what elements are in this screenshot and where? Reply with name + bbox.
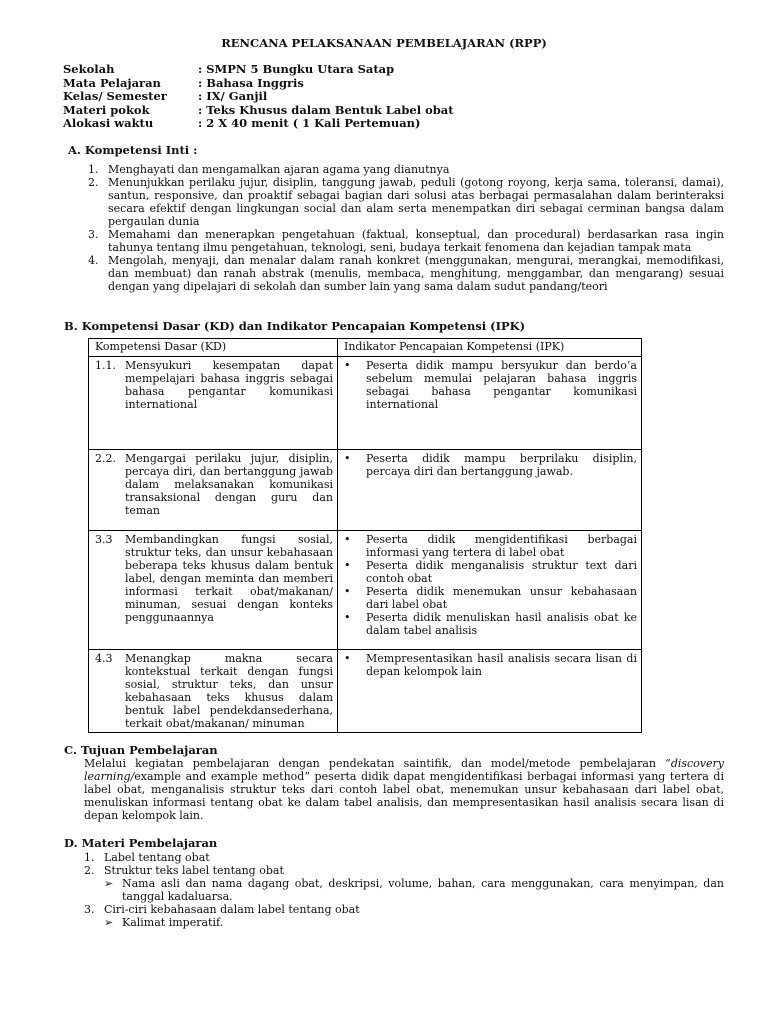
info-row-sekolah <box>63 63 454 77</box>
list-text: Ciri-ciri kebahasaan dalam label tentang obat <box>104 903 360 916</box>
sub-item <box>84 877 724 903</box>
table-header-row <box>89 339 642 357</box>
info-value: : SMPN 5 Bungku Utara Satap <box>198 62 395 76</box>
list-text: Memahami dan menerapkan pengetahuan (faktual, konseptual, dan procedural) berdasarkan rasa ingin tahunya tentang ilmu pengetahuan, teknologi, seni, budaya terkait fenomena dan kejadian tampak mata <box>108 228 724 254</box>
kd-number: 1.1. <box>95 359 116 372</box>
info-label: Sekolah <box>63 62 115 76</box>
info-row-mapel <box>63 77 454 91</box>
ipk-item <box>342 359 637 411</box>
list-item <box>84 903 724 916</box>
ipk-text: Peserta didik menemukan unsur kebahasaan dari label obat <box>366 585 637 611</box>
bullet-icon: • <box>344 359 351 372</box>
ipk-item <box>342 452 637 478</box>
list-item <box>88 163 724 176</box>
list-text: Mengolah, menyaji, dan menalar dalam ranah konkret (menggunakan, mengurai, merangkai, memodifikasi, dan membuat) dan ranah abstrak (menulis, membaca, menghitung, menggambar, dan mengarang) sesuai dengan yang dipelajari di sekolah dan sumber lain yang sama dalam sudut pandang/teori <box>108 254 724 293</box>
ipk-item <box>342 611 637 637</box>
table-row <box>89 450 642 531</box>
tujuan-text-italic: discovery learning/ <box>84 757 724 783</box>
info-value: : Teks Khusus dalam Bentuk Label obat <box>198 102 454 117</box>
list-text: Label tentang obat <box>104 851 210 864</box>
info-value: : 2 X 40 menit ( 1 Kali Pertemuan) <box>198 116 421 130</box>
table-row <box>89 531 642 650</box>
bullet-icon: • <box>344 452 351 465</box>
info-label: Kelas/ Semester <box>63 89 167 103</box>
kd-number: 2.2. <box>95 452 116 465</box>
list-number: 1. <box>88 163 99 176</box>
info-value: : Bahasa Inggris <box>198 75 304 90</box>
list-number: 4. <box>88 254 99 267</box>
list-text: Menghayati dan mengamalkan ajaran agama yang dianutnya <box>108 163 450 176</box>
table-row <box>89 650 642 733</box>
header-kd: Kompetensi Dasar (KD) <box>89 339 338 357</box>
bullet-icon: • <box>344 585 351 598</box>
list-number: 3. <box>84 903 95 916</box>
ipk-text: Peserta didik menganalisis struktur text dari contoh obat <box>366 559 637 585</box>
info-value: : IX/ Ganjil <box>198 89 268 103</box>
info-row-alokasi <box>63 117 454 131</box>
sub-item-text: Nama asli dan nama dagang obat, deskripsi, volume, bahan, cara menggunakan, cara menyimpan, dan tanggal kadaluarsa. <box>122 877 724 903</box>
section-b-heading: B. Kompetensi Dasar (KD) dan Indikator Pencapaian Kompetensi (IPK) <box>64 319 526 333</box>
section-c-heading: C. Tujuan Pembelajaran <box>64 743 218 757</box>
list-item <box>88 176 724 228</box>
kd-ipk-table <box>88 338 642 733</box>
info-row-materi <box>63 104 454 118</box>
kd-number: 4.3 <box>95 652 113 665</box>
info-row-kelas <box>63 90 454 104</box>
arrow-bullet-icon: ➢ <box>104 877 114 890</box>
section-a-heading: A. Kompetensi Inti : <box>68 143 198 157</box>
info-block <box>63 63 454 131</box>
tujuan-text-end: example and example method” peserta didik dapat mengidentifikasi berbagai informasi yang tertera di label obat, menganalisis struktur teks dari contoh label obat, menemukan unsur kebahasaan dari label obat, menuliskan informasi tentang obat ke dalam tabel analisis, dan mempresentasikan hasil analisis secara lisan di depan kelompok lain. <box>84 770 724 822</box>
kd-text: Mensyukuri kesempatan dapat mempelajari bahasa inggris sebagai bahasa pengantar komunikasi international <box>125 359 333 411</box>
ipk-item <box>342 652 637 678</box>
arrow-bullet-icon: ➢ <box>104 916 114 929</box>
list-item <box>88 254 724 293</box>
table-row <box>89 357 642 450</box>
section-d-heading: D. Materi Pembelajaran <box>64 836 218 850</box>
tujuan-paragraph <box>84 757 724 822</box>
ipk-text: Peserta didik menuliskan hasil analisis obat ke dalam tabel analisis <box>366 611 637 637</box>
header-ipk: Indikator Pencapaian Kompetensi (IPK) <box>338 339 642 357</box>
kd-text: Mengargai perilaku jujur, disiplin, percaya diri, dan bertanggung jawab dalam melaksanakan komunikasi transaksional dengan guru dan teman <box>125 452 333 517</box>
ipk-item <box>342 559 637 585</box>
tujuan-text-start: Melalui kegiatan pembelajaran dengan pendekatan saintifik, dan model/metode pembelajaran “ <box>84 757 671 770</box>
info-label: Mata Pelajaran <box>63 75 161 90</box>
list-item <box>84 864 724 877</box>
info-label: Materi pokok <box>63 102 150 117</box>
ipk-text: Peserta didik mampu bersyukur dan berdo’a sebelum memulai pelajaran bahasa inggris sebagai bahasa pengantar komunikasi international <box>366 359 637 411</box>
list-number: 3. <box>88 228 99 241</box>
materi-list <box>84 851 724 929</box>
sub-item <box>84 916 724 929</box>
list-item <box>84 851 724 864</box>
kd-text: Menangkap makna secara kontekstual terkait dengan fungsi sosial, struktur teks, dan unsur kebahasaan teks khusus dalam bentuk label pendekdansederhana, terkait obat/makanan/ minuman <box>125 652 333 730</box>
document-title: RENCANA PELAKSANAAN PEMBELAJARAN (RPP) <box>221 36 547 50</box>
kompetensi-inti-list <box>88 163 724 293</box>
ipk-item <box>342 585 637 611</box>
bullet-icon: • <box>344 533 351 546</box>
sub-item-text: Kalimat imperatif. <box>122 916 224 929</box>
ipk-text: Peserta didik mampu berprilaku disiplin, percaya diri dan bertanggung jawab. <box>366 452 637 478</box>
list-number: 2. <box>84 864 95 877</box>
bullet-icon: • <box>344 559 351 572</box>
kd-number: 3.3 <box>95 533 113 546</box>
list-number: 1. <box>84 851 95 864</box>
list-text: Menunjukkan perilaku jujur, disiplin, tanggung jawab, peduli (gotong royong, kerja sama, toleransi, damai), santun, responsive, dan proaktif sebagai bagian dari solusi atas berbagai permasalahan dalam berinteraksi secara efektif dengan lingkungan social dan alam serta menempatkan diri sebagai cerminan bangsa dalam pergaulan dunia <box>108 176 724 228</box>
ipk-item <box>342 533 637 559</box>
bullet-icon: • <box>344 611 351 624</box>
info-label: Alokasi waktu <box>63 116 154 130</box>
list-item <box>88 228 724 254</box>
list-text: Struktur teks label tentang obat <box>104 864 284 877</box>
ipk-text: Peserta didik mengidentifikasi berbagai informasi yang tertera di label obat <box>366 533 637 559</box>
list-number: 2. <box>88 176 99 189</box>
kd-text: Membandingkan fungsi sosial, struktur teks, dan unsur kebahasaan beberapa teks khusus dalam bentuk label, dengan meminta dan memberi informasi terkait obat/makanan/ minuman, sesuai dengan konteks penggunaannya <box>125 533 333 624</box>
ipk-text: Mempresentasikan hasil analisis secara lisan di depan kelompok lain <box>366 652 637 678</box>
bullet-icon: • <box>344 652 351 665</box>
